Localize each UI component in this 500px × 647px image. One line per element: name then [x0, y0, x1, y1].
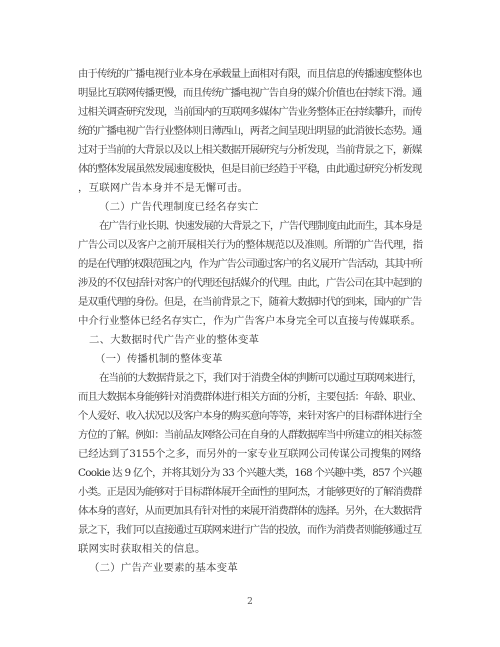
section-subheading: （一）传播机制的整体变革 [95, 353, 223, 365]
body-text-line: 涉及的不仅包括针对客户的代理还包括媒介的代理。由此，广告公司在其中起到的 [78, 277, 422, 289]
body-text-line: Cookie 达 9 亿个，并将其划分为 33 个兴趣大类，168 个兴趣中类，857 个兴趣 [78, 467, 422, 479]
body-text-line: 体的整体发展虽然发展速度极快，但是目前已经趋于平稳，由此通过研究分析发现 [78, 163, 422, 175]
body-text-line: 是双重代理的身份。但是，在当前背景之下，随着大数据时代的到来，国内的广告 [78, 296, 422, 308]
body-text-line: 的是在代理的权限范围之内，作为广告公司通过客户的名义展开广告活动，其其中所 [78, 258, 422, 270]
body-text-line: 统的广播电视广告行业整体则日薄西山，两者之间呈现出明显的此消彼长态势。通 [78, 125, 422, 137]
body-text-line: 在当前的大数据背景之下，我们对于消费全体的判断可以通过互联网来进行， [99, 372, 422, 384]
body-text-line: 广告公司以及客户之前开展相关行为的整体规范以及准则。所谓的广告代理，指 [78, 239, 423, 251]
body-text-line: 过对于当前的大背景以及以上相关数据开展研究与分析发现，当前背景之下，新媒 [78, 144, 422, 156]
body-text-line: 由于传统的广播电视行业本身在承载量上面相对有限，而且信息的传播速度整体也 [78, 68, 422, 80]
body-text-line: 而且大数据本身能够针对消费群体进行相关方面的分析，主要包括：年龄、职业、 [78, 391, 422, 403]
body-text-line: 方位的了解。例如：当前品友网络公司在自身的人群数据库当中所建立的相关标签 [78, 429, 422, 441]
body-text-line: 小类。正是因为能够对于目标群体展开全面性的里阿杰，才能够更好的了解消费群 [78, 486, 422, 498]
body-text-line: 明显比互联网传播更慢，而且传统广播电视广告自身的媒介价值也在持续下滑。通 [78, 87, 422, 99]
body-text-line: 联网实时获取相关的信息。 [78, 543, 206, 555]
body-text-line: 个人爱好、收入状况以及客户本身的购买意向等等，来针对客户的目标群体进行全 [78, 410, 422, 422]
body-text-line: ，互联网广告本身并不是无懈可击。 [78, 182, 249, 194]
body-text-line: 过相关调查研究发现，当前国内的互联网多媒体广告业务整体正在持续攀升，而传 [78, 106, 422, 118]
page-number: 2 [247, 597, 253, 607]
body-text-line: 体本身的喜好，从而更加具有针对性的来展开消费群体的选择。另外，在大数据背 [78, 505, 422, 517]
body-text-line: 景之下，我们可以直接通过互联网来进行广告的投放，而作为消费者则能够通过互 [78, 524, 422, 536]
body-text-line: 已经达到了3155个之多，而另外的一家专业互联网公司传谋公司搜集的网络 [78, 448, 422, 460]
section-subheading: （二）广告产业要素的基本变革 [89, 562, 238, 574]
section-heading: 二、大数据时代广告产业的整体变革 [89, 334, 260, 346]
body-text-line: 在广告行业长期、快速发展的大背景之下，广告代理制度由此而生，其本身是 [99, 220, 422, 232]
body-text-line: 中介行业整体已经名存实亡，作为广告客户本身完全可以直接与传媒联系。 [78, 315, 421, 327]
section-subheading: （二）广告代理制度已经名存实亡 [99, 201, 259, 213]
